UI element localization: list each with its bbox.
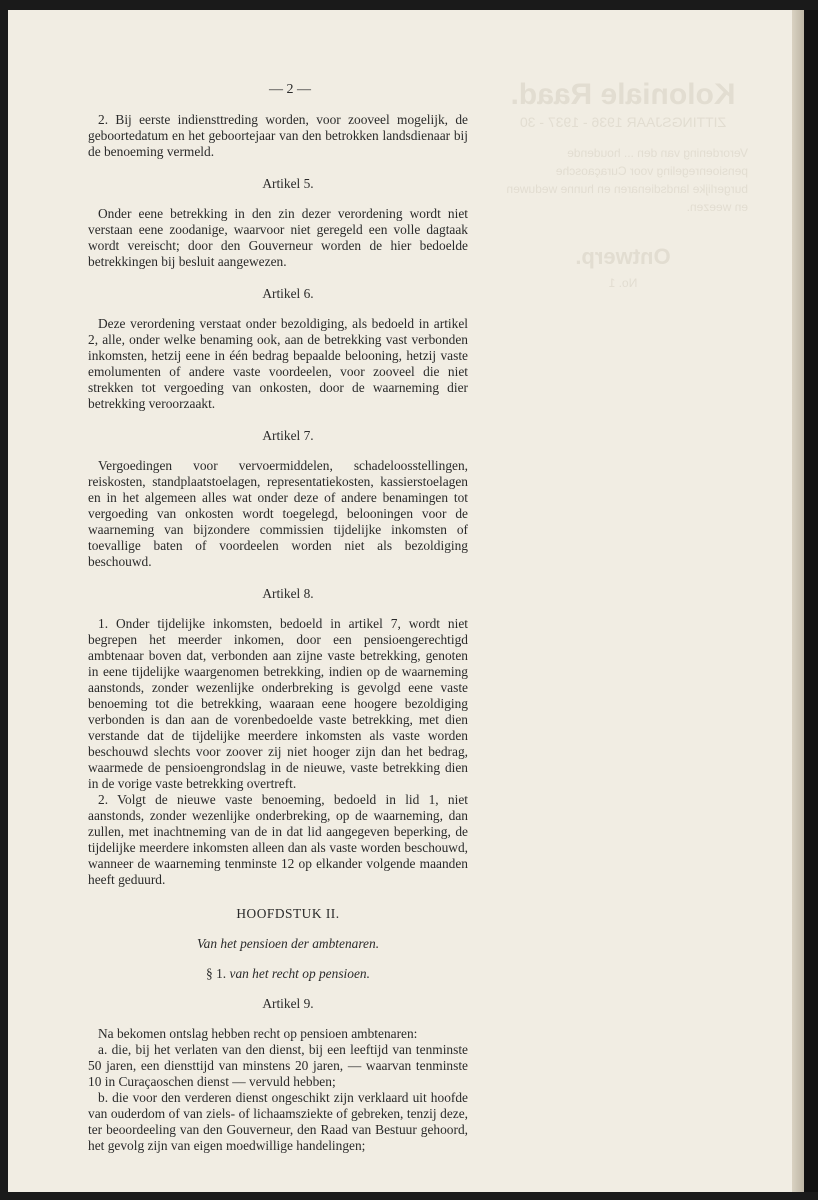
article-4-paragraph-2: 2. Bij eerste indiensttreding worden, voor zooveel mogelijk, de geboortedatum en het geboortejaar van den betrokken landsdienaar bij de benoeming vermeld.: [88, 112, 468, 159]
section-title: van het recht op pensioen.: [229, 966, 370, 981]
scan-border: [804, 10, 818, 1192]
article-8-heading: Artikel 8.: [262, 586, 314, 601]
mirror-number: No. 1: [608, 276, 638, 290]
article-5-heading: Artikel 5.: [262, 176, 314, 191]
article-7-heading: Artikel 7.: [262, 428, 314, 443]
chapter-subtitle: Van het pensioen der ambtenaren.: [196, 936, 380, 951]
article-9-intro: Na bekomen ontslag hebben recht op pensioen ambtenaren:: [98, 1026, 418, 1041]
document-content: [88, 82, 468, 1154]
article-9-item-a: a. die, bij het verlaten van den dienst, bij een leeftijd van tenminste 50 jaren, een diensttijd van minstens 20 jaren, — waarvan tenminste 10 in Curaçaoschen dienst — vervuld hebben;: [88, 1042, 468, 1089]
document-page: [8, 10, 792, 1192]
article-6-text: Deze verordening verstaat onder bezoldiging, als bedoeld in artikel 2, alle, onder welke benaming ook, aan de betrekking vast verbonden inkomsten, hetzij eene in één bedrag bepaalde belooning, hetzij vaste emolumenten of andere vaste voordeelen, voor zooveel die niet strekken tot vergoeding van onkosten, door de waarneming dier betrekking veroorzaakt.: [88, 316, 468, 411]
section-number: § 1.: [206, 966, 227, 981]
mirror-title: Koloniale Raad.: [510, 78, 736, 111]
page-number: — 2 —: [269, 82, 311, 97]
mirror-subtitle: ZITTINGSJAAR 1936 - 1937 - 30: [519, 114, 727, 130]
article-7-text: Vergoedingen voor vervoermiddelen, schadeloosstellingen, reiskosten, standplaatstoelagen, representatiekosten, kassierstoelagen en in het algemeen alles wat onder deze of andere benamingen tot vergoeding van onkosten wordt toegelegd, belooningen voor de waarneming van bijzondere commissien tijdelijke inkomsten of toevallige baten of voordeelen worden niet als bezoldiging beschouwd.: [88, 458, 468, 569]
article-6-heading: Artikel 6.: [262, 286, 314, 301]
chapter-heading: HOOFDSTUK II.: [236, 906, 340, 921]
mirror-body: Verordening van den ... houdende pensioenregeling voor Curaçaosche burgerlijke landsdienaren en hunne weduwen en weezen.: [506, 146, 748, 214]
section-heading: [108, 966, 468, 982]
bleed-through-mirror-text: [498, 78, 748, 290]
article-8-paragraph-1: 1. Onder tijdelijke inkomsten, bedoeld in artikel 7, wordt niet begrepen het meerder inkomen, door een pensioengerechtigd ambtenaar boven dat, verbonden aan zijne vaste betrekking, genoten in eene tijdelijke waargenomen betrekking, indien op de waarneming aanstonds, zonder wezenlijke onderbreking is gevolgd eene vaste benoeming tot die betrekking, waaraan eene hoogere bezoldiging verbonden is dan aan de vorenbedoelde vaste betrekking, met dien verstande dat de tijdelijke meerdere inkomsten als vaste worden beschouwd slechts voor zoover zij niet hooger zijn dan het bedrag, waarmede de pensioengrondslag in de nieuwe, vaste betrekking dien in de vorige vaste betrekking overtreft.: [88, 616, 468, 791]
page-edge: [792, 10, 804, 1192]
article-9-heading: Artikel 9.: [262, 996, 314, 1011]
article-5-text: Onder eene betrekking in den zin dezer verordening wordt niet verstaan eene zoodanige, waarvoor niet geregeld een volle dagtaak wordt vereischt; door den Gouverneur worden de hier bedoelde betrekkingen bij besluit aangewezen.: [88, 206, 468, 269]
article-8-paragraph-2: 2. Volgt de nieuwe vaste benoeming, bedoeld in lid 1, niet aanstonds, zonder wezenlijke onderbreking, op de waarneming, dan zullen, met inachtneming van de in dat lid aangegeven beperking, de tijdelijke meerdere inkomsten alleen dan als vaste worden beschouwd, wanneer de waarneming tenminste 12 op elkander volgende maanden heeft geduurd.: [88, 792, 468, 887]
article-9-item-b: b. die voor den verderen dienst ongeschikt zijn verklaard uit hoofde van ouderdom of van ziels- of lichaamsziekte of gebreken, tenzij deze, ter beoordeeling van den Gouverneur, den Raad van Bestuur gehoord, het gevolg zijn van eigen moedwillige handelingen;: [88, 1090, 468, 1153]
mirror-big: Ontwerp.: [575, 244, 671, 269]
